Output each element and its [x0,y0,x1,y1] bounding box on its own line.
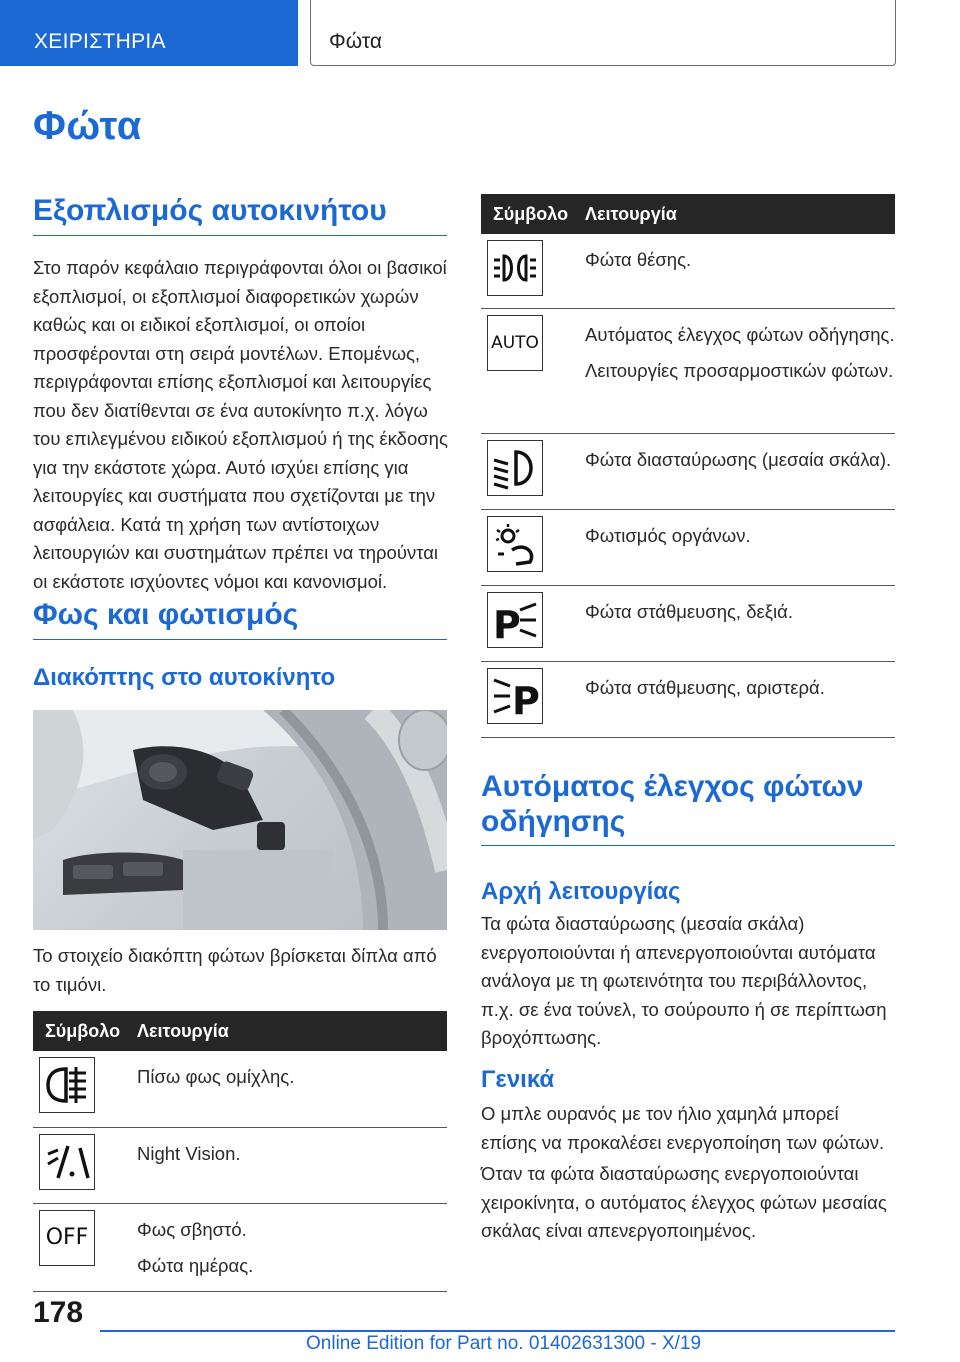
header-bar [0,0,960,66]
equipment-text: Στο παρόν κεφάλαιο περιγράφονται όλοι οι βασικοί εξοπλισμοί, οι εξοπλισμοί διαφορετικών χωρών καθώς και οι ειδικοί εξοπλισμοί, οι οποίοι προσφέρονται στη σειρά μοντέλων. Επομένως, περιγράφονται επίσης εξοπλισμοί και λειτουργίες που δεν διατίθενται σε ένα αυτοκίνητο π.χ. λόγω του επιλεγμένου ειδικού εξοπλισμού ή της έκδοσης για την εκάστοτε χώρα. Αυτό ισχύει επίσης για λειτουργίες και συστήματα που σχετίζονται με την ασφάλεια. Κατά τη χρήση των αντίστοιχων λειτουργιών και συστημάτων πρέπει να τηρούνται οι εκάστοτε ισχύοντες νόμοι και κανονισμοί. [33,257,448,592]
col-function-header: Λειτουργία [129,1011,447,1051]
instrument-lighting-icon [487,516,543,572]
function-text: Φώτα ημέρας. [137,1255,254,1276]
table-row [481,308,895,433]
svg-text:P: P [493,602,521,642]
auto-lights-heading: Αυτόματος έλεγχος φώτων οδήγησης [481,770,895,846]
svg-text:P: P [512,678,540,718]
off-icon [39,1210,95,1266]
equipment-heading: Εξοπλισμός αυτοκινήτου [33,194,447,236]
function-text: Φως σβηστό. [137,1218,247,1240]
position-lights-icon [487,240,543,296]
function-text: Φωτισμός οργάνων. [585,524,751,546]
table-row [481,661,895,737]
col-function-header: Λειτουργία [577,194,895,234]
section-tab[interactable]: ΧΕΙΡΙΣΤΗΡΙΑ [0,0,298,66]
function-text: Λειτουργίες προσαρμοστικών φώτων. [585,360,894,381]
function-text: Night Vision. [137,1142,241,1164]
table-row [481,509,895,585]
table-row [481,234,895,308]
page-number: 178 [33,1296,84,1329]
page-title: Φώτα [33,104,142,148]
symbol-table-right [481,194,895,738]
parking-light-left-icon [487,668,543,724]
principle-text: Τα φώτα διασταύρωσης (μεσαία σκάλα) ενεργοποιούνται ή απενεργοποιούνται αυτόματα ανάλογα με τη φωτεινότητα του περιβάλλοντος, π.χ. σε ένα τούνελ, το σούρουπο ή σε περίπτωση βροχόπτωσης. [481,913,887,1048]
auto-icon [487,315,543,371]
rear-fog-light-icon [39,1057,95,1113]
footer-divider [100,1330,895,1332]
off-symbol-text: OFF [45,1225,89,1250]
light-heading: Φως και φωτισμός [33,598,447,640]
function-text: Φώτα στάθμευσης, δεξιά. [585,600,793,622]
light-switch-illustration [33,710,447,930]
symbol-table-left [33,1011,447,1292]
switch-heading: Διακόπτης στο αυτοκίνητο [33,664,336,691]
table-row [33,1203,447,1291]
function-text: Φώτα θέσης. [585,249,692,270]
function-text: Φώτα διασταύρωσης (μεσαία σκάλα). [585,448,892,470]
general-text-1: Ο μπλε ουρανός με τον ήλιο χαμηλά μπορεί επίσης να προκαλέσει ενεργοποίηση των φώτων. [481,1103,885,1153]
table-row [481,433,895,509]
general-text-2: Όταν τα φώτα διασταύρωσης ενεργοποιούνται χειροκίνητα, ο αυτόματος έλεγχος φώτων μεσαίας σκάλας είναι απενεργοποιημένος. [481,1163,887,1241]
night-vision-icon [39,1134,95,1190]
general-heading: Γενικά [481,1066,555,1093]
function-text: Αυτόματος έλεγχος φώτων οδήγησης. [585,323,895,345]
function-text: Πίσω φως ομίχλης. [137,1066,295,1087]
auto-symbol-text: AUTO [491,332,539,353]
col-symbol-header: Σύμβολο [481,194,577,234]
table-row [33,1051,447,1127]
function-text: Φώτα στάθμευσης, αριστερά. [585,676,825,698]
chapter-tab[interactable]: Φώτα [310,0,896,66]
table-row [33,1127,447,1203]
photo-caption: Το στοιχείο διακόπτη φώτων βρίσκεται δίπλα από το τιμόνι. [33,945,437,995]
low-beam-icon [487,440,543,496]
table-row [481,585,895,661]
light-switch-photo [33,710,447,930]
footer-edition[interactable]: Online Edition for Part no. 01402631300 - X/19 [306,1333,702,1354]
principle-heading: Αρχή λειτουργίας [481,878,681,905]
col-symbol-header: Σύμβολο [33,1011,129,1051]
parking-light-right-icon [487,592,543,648]
